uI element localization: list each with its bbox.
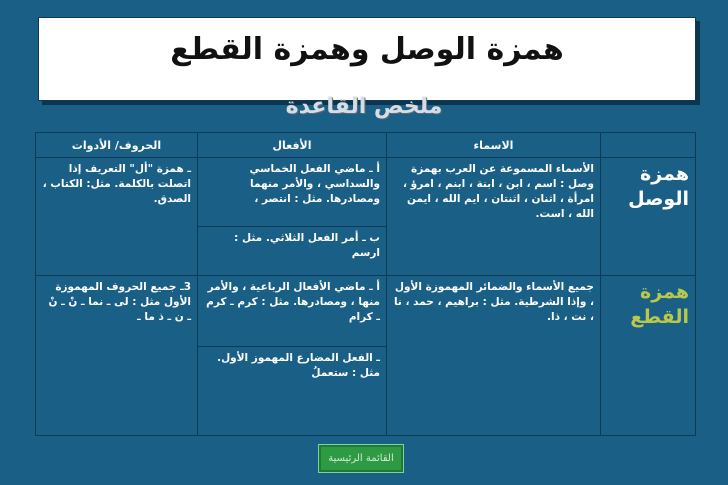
title-box <box>38 17 696 101</box>
row-label-qat: همزة القطع <box>601 276 696 436</box>
header-corner <box>601 133 696 158</box>
main-menu-button[interactable]: القائمة الرئيسية <box>318 444 404 473</box>
table-header-row <box>36 133 696 158</box>
rules-table <box>35 132 696 436</box>
cell-wasl-verbs-b: ب ـ أمر الفعل الثلاثي. مثل : ارسم <box>198 227 387 276</box>
page-subtitle: ملخص القاعدة <box>285 94 443 119</box>
row-label-wasl: همزة الوصل <box>601 158 696 276</box>
cell-qat-verbs-b: ـ الفعل المضارع المهموز الأول. مثل : ستعملُ <box>198 347 387 436</box>
cell-wasl-names: الأسماء المسموعة عن العرب بهمزة وصل : اسم ، ابن ، ابنة ، ابنم ، امرؤ ، امرأة ، اثنان ، اثنتان ، ايم الله ، ايمن الله ، است. <box>387 158 601 276</box>
header-particles: الحروف/ الأدوات <box>36 133 198 158</box>
table-row <box>36 158 696 227</box>
cell-qat-names: جميع الأسماء والضمائر المهموزة الأول ، وإذا الشرطية. مثل : براهيم ، حمد ، نا ، نت ، ذا. <box>387 276 601 436</box>
cell-wasl-particles: ـ همزة "أل" التعريف إذا اتصلت بالكلمة. مثل: الكتاب ، الصدق. <box>36 158 198 276</box>
page-title: همزة الوصل وهمزة القطع <box>170 32 564 67</box>
table-row <box>36 276 696 347</box>
cell-wasl-verbs-a: أ ـ ماضي الفعل الخماسي والسداسي ، والأمر منهما ومصادرها. مثل : انتصر ، <box>198 158 387 227</box>
cell-qat-particles: 3ـ جميع الحروف المهموزة الأول مثل : لى ـ نما ـ نْ ـ نْ ـ ن ـ ذ ما ـ <box>36 276 198 436</box>
header-verbs: الأفعال <box>198 133 387 158</box>
header-names: الاسماء <box>387 133 601 158</box>
cell-qat-verbs-a: أ ـ ماضي الأفعال الرباعية ، والأمر منها ، ومصادرها. مثل : كرم ـ كرم ـ كرام <box>198 276 387 347</box>
